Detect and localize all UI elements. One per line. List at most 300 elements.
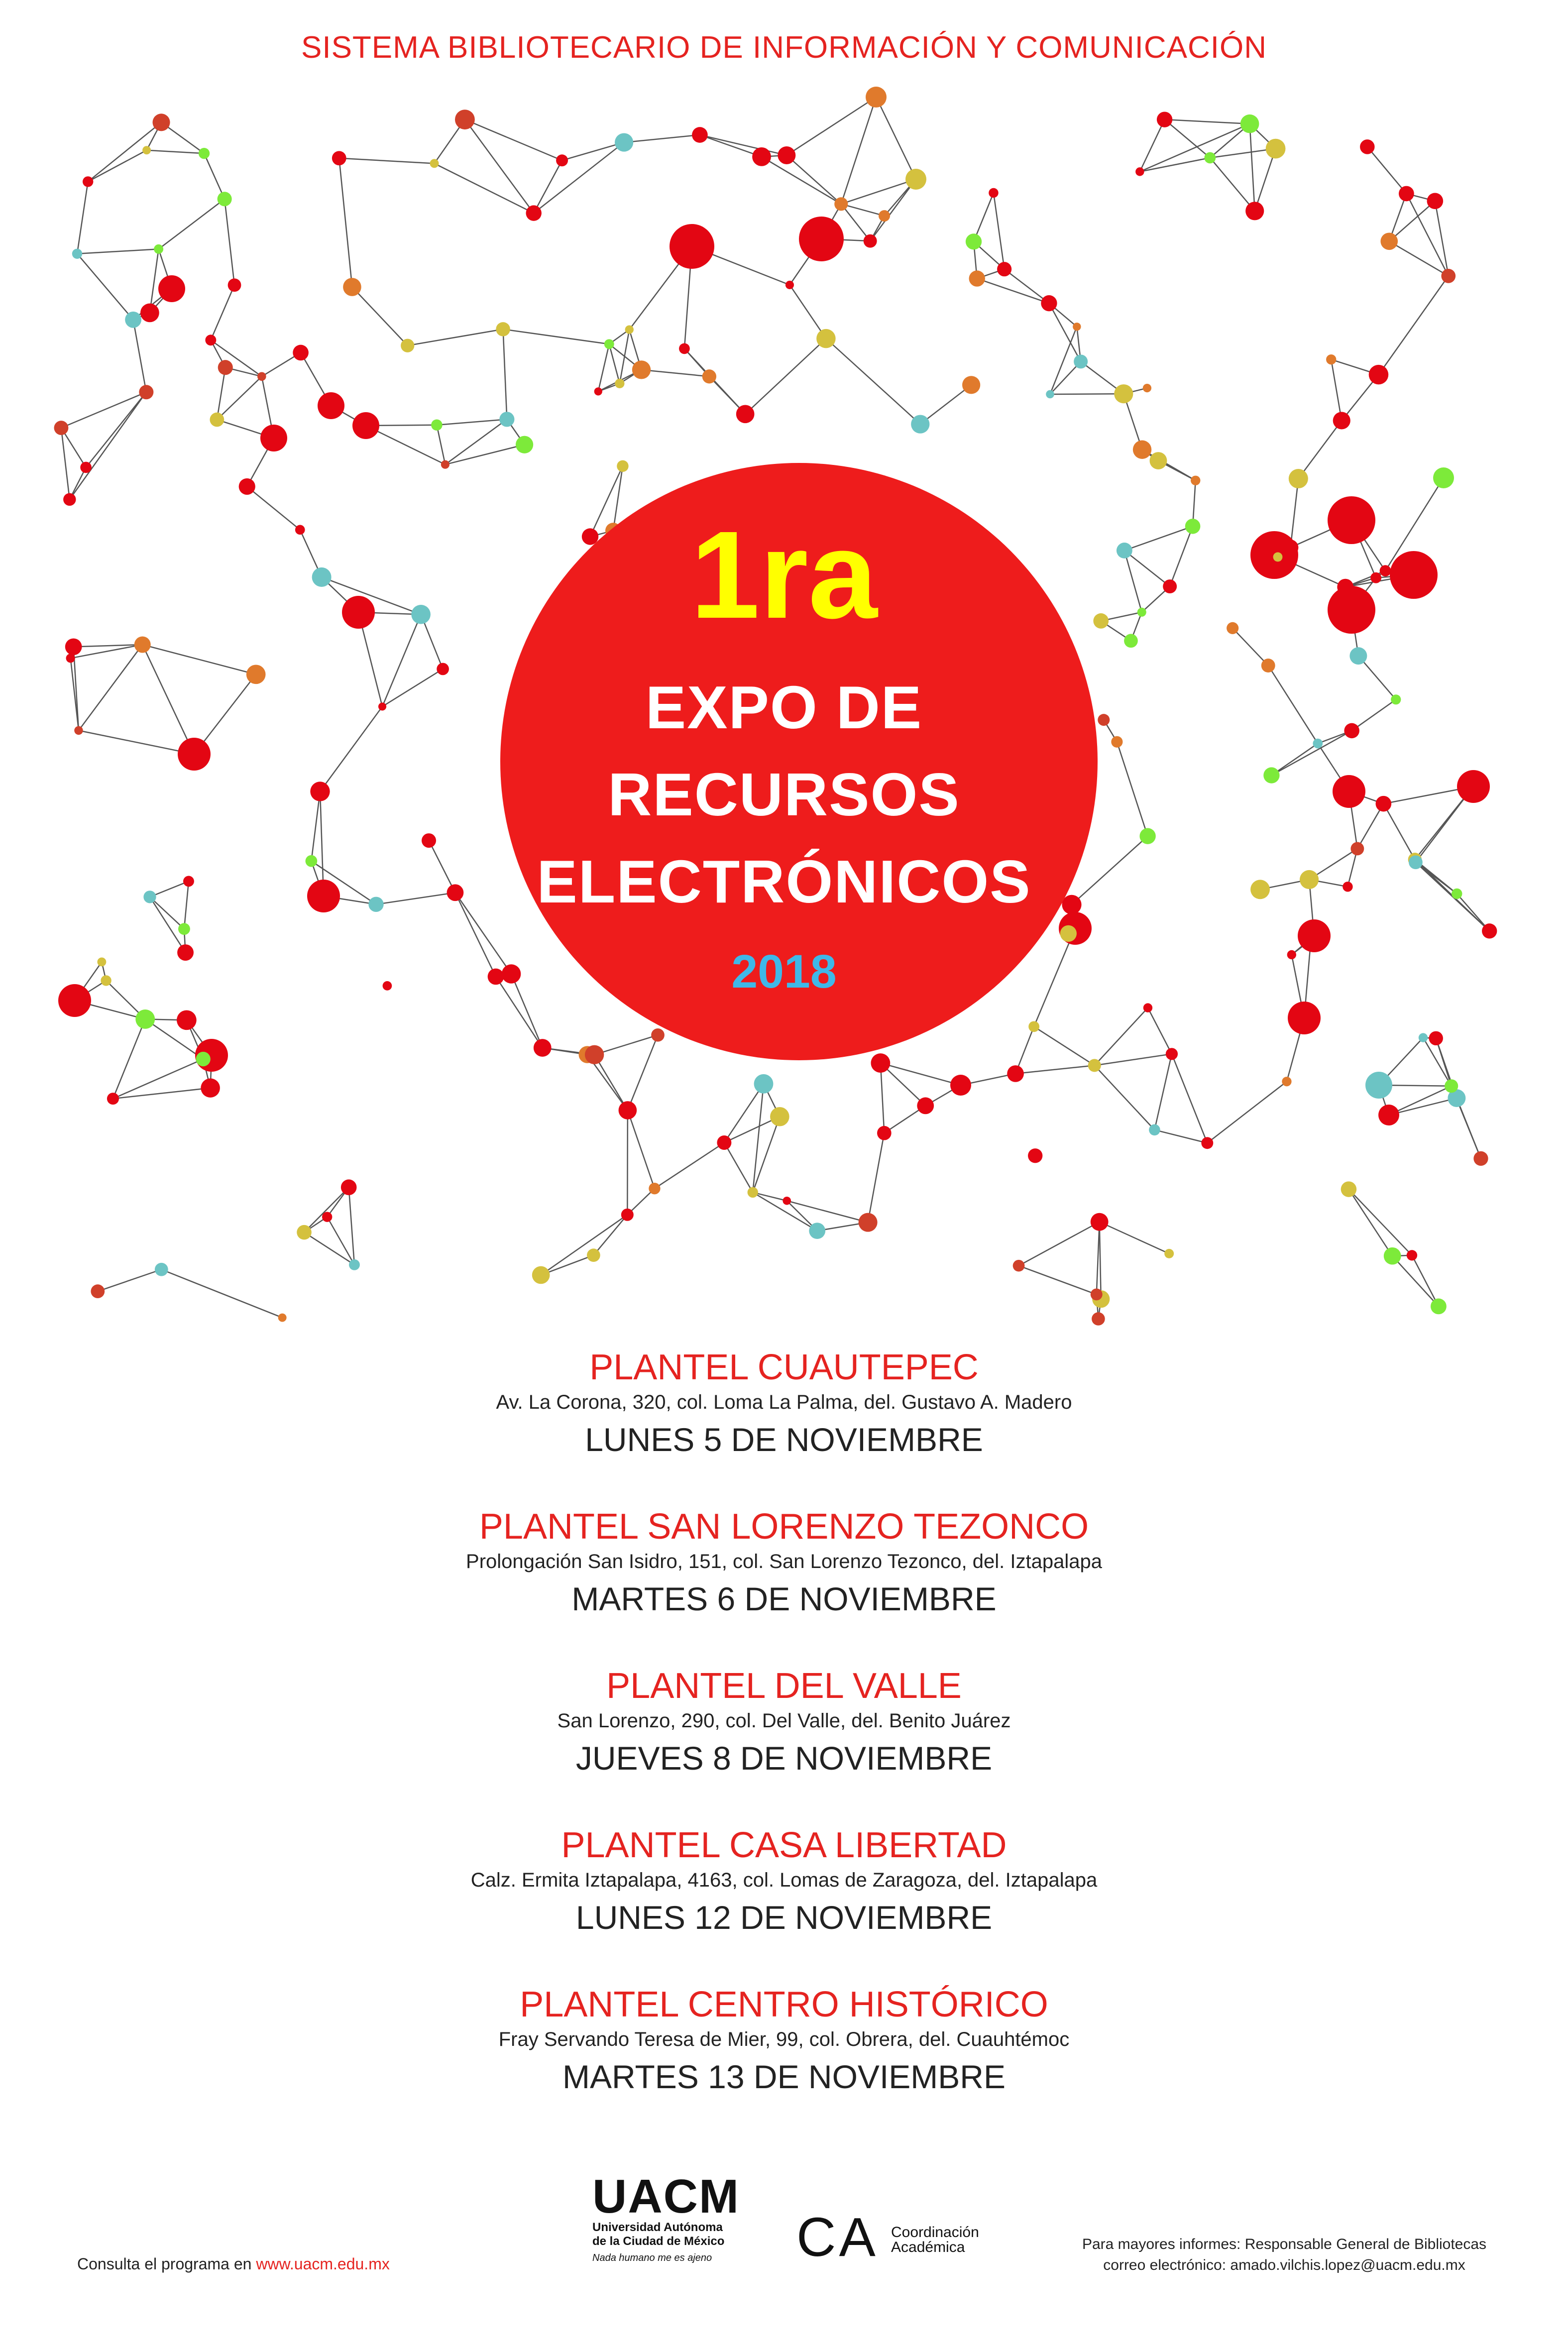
network-node bbox=[585, 1045, 604, 1064]
network-edge bbox=[161, 1269, 282, 1318]
network-node bbox=[1341, 1181, 1357, 1197]
hero-year: 2018 bbox=[731, 945, 837, 998]
network-edge bbox=[1435, 201, 1449, 276]
network-node bbox=[736, 405, 755, 423]
network-edge bbox=[133, 320, 146, 392]
campus-item bbox=[0, 1506, 1568, 1665]
network-edge bbox=[445, 419, 507, 464]
network-edge bbox=[327, 1217, 354, 1265]
network-edge bbox=[920, 385, 971, 424]
network-node bbox=[199, 148, 210, 159]
network-node bbox=[816, 329, 835, 348]
network-edge bbox=[609, 344, 620, 383]
network-edge bbox=[204, 153, 224, 199]
network-node bbox=[1289, 469, 1308, 488]
network-node bbox=[1380, 232, 1398, 250]
network-node bbox=[125, 312, 141, 328]
network-edge bbox=[881, 1063, 884, 1133]
network-edge bbox=[503, 329, 609, 344]
network-node bbox=[625, 325, 634, 334]
network-node bbox=[783, 1197, 791, 1205]
network-edge bbox=[77, 254, 133, 320]
network-node bbox=[1046, 390, 1054, 399]
network-node bbox=[341, 1179, 357, 1195]
network-node bbox=[1166, 1048, 1178, 1060]
network-edge bbox=[1298, 421, 1342, 479]
network-node bbox=[297, 1225, 312, 1240]
network-node bbox=[770, 1107, 789, 1126]
campus-schedule bbox=[0, 1346, 1568, 2143]
network-edge bbox=[147, 150, 204, 153]
network-node bbox=[1088, 1059, 1101, 1072]
network-node bbox=[1369, 365, 1388, 384]
network-node bbox=[692, 127, 708, 143]
network-node bbox=[1282, 1077, 1291, 1086]
hero-title-line-3: ELECTRÓNICOS bbox=[537, 848, 1031, 915]
network-node bbox=[1378, 1105, 1399, 1125]
network-edge bbox=[408, 329, 503, 345]
network-node bbox=[534, 1039, 552, 1057]
network-node bbox=[499, 412, 514, 427]
network-node bbox=[66, 654, 75, 663]
network-node bbox=[615, 133, 633, 151]
network-edge bbox=[826, 338, 920, 424]
network-node bbox=[54, 421, 69, 435]
campus-address: Av. La Corona, 320, col. Loma La Palma, del. Gustavo A. Madero bbox=[496, 1391, 1072, 1413]
network-node bbox=[158, 275, 185, 302]
network-edge bbox=[113, 1088, 211, 1099]
network-edge bbox=[77, 182, 88, 254]
network-node bbox=[1074, 354, 1088, 368]
network-node bbox=[702, 369, 716, 383]
network-edge bbox=[352, 287, 407, 346]
network-node bbox=[1399, 186, 1414, 202]
network-node bbox=[1164, 1249, 1174, 1258]
network-node bbox=[65, 638, 82, 655]
network-edge bbox=[628, 1035, 658, 1110]
ca-name-line-1: Coordinación bbox=[891, 2224, 979, 2240]
network-node bbox=[1013, 1260, 1025, 1272]
network-node bbox=[139, 385, 153, 399]
network-node bbox=[866, 87, 887, 108]
network-edge bbox=[977, 279, 1049, 304]
network-node bbox=[178, 923, 190, 935]
network-edge bbox=[594, 1055, 628, 1111]
network-node bbox=[879, 210, 890, 222]
network-edge bbox=[1378, 276, 1448, 374]
network-edge bbox=[142, 645, 256, 674]
network-edge bbox=[786, 155, 841, 204]
network-edge bbox=[994, 193, 1005, 269]
network-node bbox=[877, 1126, 892, 1140]
uacm-motto: Nada humano me es ajeno bbox=[592, 2252, 712, 2263]
network-node bbox=[594, 387, 602, 395]
network-node bbox=[343, 278, 361, 296]
network-node bbox=[917, 1097, 934, 1114]
network-node bbox=[1007, 1065, 1024, 1082]
network-node bbox=[1245, 202, 1264, 220]
network-node bbox=[1149, 1124, 1160, 1136]
network-node bbox=[142, 146, 151, 154]
network-node bbox=[1349, 647, 1367, 665]
network-edge bbox=[1207, 1082, 1287, 1143]
network-node bbox=[441, 460, 449, 469]
network-node bbox=[1041, 295, 1057, 311]
network-node bbox=[1139, 828, 1155, 844]
network-node bbox=[532, 1266, 550, 1284]
network-node bbox=[63, 493, 76, 506]
network-node bbox=[455, 110, 475, 129]
network-node bbox=[201, 1078, 220, 1098]
network-edge bbox=[503, 329, 507, 419]
network-edge bbox=[1210, 158, 1255, 211]
network-edge bbox=[445, 445, 524, 464]
network-node bbox=[1204, 152, 1216, 164]
network-node bbox=[962, 376, 980, 394]
network-node bbox=[1028, 1148, 1042, 1163]
network-node bbox=[80, 462, 92, 473]
network-edge bbox=[700, 135, 762, 157]
network-node bbox=[905, 169, 926, 190]
network-edge bbox=[868, 1133, 885, 1222]
network-node bbox=[322, 1212, 332, 1222]
network-node bbox=[997, 262, 1011, 276]
network-node bbox=[1091, 1213, 1109, 1231]
ca-mark: CA bbox=[796, 2207, 879, 2268]
campus-address: Fray Servando Teresa de Mier, 99, col. Obrera, del. Cuauhtémoc bbox=[498, 2028, 1070, 2050]
network-edge bbox=[1015, 1065, 1095, 1074]
network-edge bbox=[304, 1187, 349, 1232]
network-node bbox=[1419, 1033, 1428, 1042]
network-node bbox=[218, 360, 233, 375]
contact-info bbox=[1035, 2234, 1533, 2276]
network-node bbox=[496, 322, 510, 336]
network-node bbox=[430, 159, 439, 168]
network-edge bbox=[1034, 1026, 1095, 1065]
network-node bbox=[196, 1052, 211, 1066]
network-edge bbox=[437, 425, 445, 464]
network-edge bbox=[642, 370, 709, 376]
network-edge bbox=[624, 135, 700, 142]
campus-name: PLANTEL SAN LORENZO TEZONCO bbox=[479, 1507, 1089, 1547]
campus-date: MARTES 13 DE NOVIEMBRE bbox=[562, 2058, 1006, 2095]
network-edge bbox=[1140, 158, 1210, 172]
network-node bbox=[717, 1135, 731, 1150]
network-node bbox=[1191, 476, 1200, 485]
network-node bbox=[859, 1213, 878, 1232]
network-node bbox=[1149, 452, 1167, 469]
network-edge bbox=[98, 1269, 161, 1291]
org-title: SISTEMA BIBLIOTECARIO DE INFORMACIÓN Y COMUNICACIÓN bbox=[301, 30, 1267, 65]
network-node bbox=[349, 1259, 360, 1270]
network-node bbox=[239, 478, 255, 495]
network-edge bbox=[562, 142, 624, 160]
network-node bbox=[1092, 1312, 1105, 1326]
uacm-wordmark: UACM bbox=[592, 2170, 740, 2223]
network-node bbox=[864, 234, 877, 248]
network-node bbox=[91, 1284, 105, 1298]
network-node bbox=[1473, 1151, 1488, 1166]
network-node bbox=[966, 233, 982, 249]
network-node bbox=[799, 217, 844, 261]
network-node bbox=[526, 205, 541, 221]
network-edge bbox=[88, 150, 147, 182]
network-edge bbox=[1348, 1189, 1392, 1256]
network-edge bbox=[1140, 124, 1250, 172]
network-edge bbox=[217, 367, 225, 420]
network-node bbox=[228, 278, 241, 292]
network-node bbox=[556, 154, 568, 166]
network-edge bbox=[541, 1215, 628, 1275]
campus-date: MARTES 6 DE NOVIEMBRE bbox=[571, 1580, 997, 1617]
network-edge bbox=[159, 199, 225, 249]
network-edge bbox=[1165, 119, 1210, 158]
network-edge bbox=[628, 1110, 655, 1188]
network-node bbox=[809, 1223, 825, 1239]
network-node bbox=[778, 146, 795, 164]
network-edge bbox=[1154, 1054, 1172, 1130]
network-node bbox=[1433, 467, 1454, 488]
uacm-logo bbox=[592, 2170, 752, 2264]
network-edge bbox=[789, 285, 826, 338]
network-node bbox=[257, 372, 266, 381]
network-node bbox=[431, 420, 442, 431]
network-node bbox=[107, 1093, 119, 1105]
network-edge bbox=[1049, 303, 1081, 361]
hero-ordinal: 1ra bbox=[690, 505, 878, 644]
network-node bbox=[135, 1009, 155, 1029]
campus-name: PLANTEL DEL VALLE bbox=[606, 1666, 962, 1706]
network-node bbox=[950, 1075, 971, 1096]
network-edge bbox=[224, 199, 234, 285]
network-node bbox=[1384, 1247, 1401, 1265]
network-node bbox=[621, 1209, 634, 1221]
network-node bbox=[649, 1183, 660, 1194]
campus-item bbox=[0, 1824, 1568, 1984]
hero-title-line-2: RECURSOS bbox=[608, 761, 960, 828]
network-edge bbox=[870, 179, 916, 241]
ca-name-line-2: Académica bbox=[891, 2239, 965, 2255]
network-node bbox=[604, 339, 614, 349]
network-node bbox=[154, 244, 163, 254]
network-edge bbox=[435, 163, 534, 213]
network-edge bbox=[1165, 119, 1250, 124]
contact-line-2: correo electrónico: amado.vilchis.lopez@uacm.edu.mx bbox=[1103, 2257, 1465, 2273]
network-node bbox=[177, 1010, 197, 1030]
network-node bbox=[1133, 441, 1151, 459]
network-edge bbox=[77, 249, 159, 253]
network-edge bbox=[841, 204, 870, 241]
network-node bbox=[1288, 1002, 1321, 1034]
network-node bbox=[1407, 1250, 1417, 1260]
network-node bbox=[1365, 1072, 1392, 1099]
network-node bbox=[619, 1101, 637, 1120]
network-node bbox=[617, 460, 628, 472]
network-edge bbox=[1392, 1256, 1439, 1306]
campus-address: Prolongación San Isidro, 151, col. San Lorenzo Tezonco, del. Iztapalapa bbox=[466, 1551, 1102, 1572]
network-node bbox=[352, 412, 379, 439]
campus-item bbox=[0, 1665, 1568, 1824]
network-edge bbox=[627, 1110, 628, 1215]
network-edge bbox=[1250, 124, 1255, 211]
network-edge bbox=[1140, 119, 1165, 172]
network-edge bbox=[437, 419, 507, 425]
network-node bbox=[134, 637, 151, 653]
network-node bbox=[437, 663, 449, 675]
network-node bbox=[1431, 1298, 1447, 1314]
network-node bbox=[422, 833, 436, 848]
network-node bbox=[679, 343, 690, 354]
network-edge bbox=[1154, 1130, 1207, 1143]
network-node bbox=[218, 192, 232, 206]
network-node bbox=[516, 436, 533, 453]
network-node bbox=[651, 1028, 665, 1042]
campus-name: PLANTEL CASA LIBERTAD bbox=[561, 1825, 1007, 1865]
network-node bbox=[260, 425, 287, 451]
network-node bbox=[72, 249, 82, 259]
network-edge bbox=[1148, 1008, 1172, 1054]
campus-date: LUNES 5 DE NOVIEMBRE bbox=[585, 1421, 983, 1458]
network-edge bbox=[1019, 1266, 1097, 1295]
campus-name: PLANTEL CUAUTEPEC bbox=[589, 1347, 979, 1387]
network-edge bbox=[211, 340, 261, 376]
network-node bbox=[1441, 269, 1456, 283]
network-edge bbox=[1172, 1054, 1207, 1143]
network-node bbox=[1114, 384, 1133, 403]
network-edge bbox=[1389, 1098, 1456, 1115]
network-node bbox=[1060, 925, 1077, 942]
network-node bbox=[1445, 1079, 1458, 1093]
network-node bbox=[1143, 384, 1151, 392]
network-node bbox=[969, 270, 985, 286]
hero-title-line-1: EXPO DE bbox=[645, 673, 923, 741]
network-node bbox=[1135, 167, 1144, 176]
network-edge bbox=[1095, 1065, 1155, 1129]
network-node bbox=[318, 392, 344, 419]
network-edge bbox=[786, 97, 876, 155]
network-node bbox=[140, 303, 159, 322]
contact-line-1: Para mayores informes: Responsable General de Bibliotecas bbox=[1082, 2236, 1487, 2252]
network-edge bbox=[594, 1035, 658, 1054]
network-node bbox=[155, 1263, 168, 1276]
network-edge bbox=[86, 392, 146, 467]
network-node bbox=[1201, 1137, 1213, 1149]
uacm-name-line-1: Universidad Autónoma bbox=[592, 2221, 723, 2234]
network-node bbox=[752, 147, 771, 166]
network-edge bbox=[655, 1143, 724, 1189]
network-node bbox=[1427, 193, 1444, 210]
network-node bbox=[1304, 933, 1318, 947]
network-edge bbox=[724, 1143, 753, 1193]
network-node bbox=[1157, 112, 1172, 127]
network-edge bbox=[1019, 1222, 1100, 1266]
network-edge bbox=[762, 157, 841, 204]
network-edge bbox=[1050, 327, 1077, 394]
campus-address: San Lorenzo, 290, col. Del Valle, del. Benito Juárez bbox=[557, 1710, 1011, 1732]
network-node bbox=[615, 379, 624, 388]
network-edge bbox=[787, 1201, 868, 1222]
network-edge bbox=[1100, 1222, 1101, 1299]
network-edge bbox=[1095, 1054, 1172, 1065]
network-edge bbox=[700, 135, 786, 155]
campus-date: LUNES 12 DE NOVIEMBRE bbox=[575, 1899, 993, 1936]
campus-item bbox=[0, 1984, 1568, 2143]
network-node bbox=[401, 339, 414, 352]
network-node bbox=[587, 1248, 600, 1262]
network-node bbox=[754, 1074, 774, 1094]
network-node bbox=[1073, 323, 1081, 331]
network-edge bbox=[304, 1232, 354, 1265]
program-link[interactable]: www.uacm.edu.mx bbox=[256, 2255, 390, 2273]
campus-item bbox=[0, 1346, 1568, 1506]
network-edge bbox=[217, 376, 262, 420]
network-node bbox=[989, 188, 998, 198]
network-node bbox=[210, 413, 224, 427]
network-edge bbox=[876, 97, 916, 179]
network-node bbox=[834, 197, 848, 211]
campus-name: PLANTEL CENTRO HISTÓRICO bbox=[520, 1985, 1048, 2024]
network-edge bbox=[339, 158, 352, 287]
network-edge bbox=[339, 158, 434, 164]
network-edge bbox=[1100, 1222, 1169, 1254]
network-node bbox=[1360, 139, 1375, 154]
network-edge bbox=[534, 160, 562, 213]
network-node bbox=[785, 281, 794, 289]
network-node bbox=[1482, 923, 1497, 938]
network-edge bbox=[1367, 147, 1407, 194]
program-note bbox=[77, 2255, 390, 2273]
network-node bbox=[670, 224, 714, 269]
network-node bbox=[1111, 736, 1122, 748]
network-node bbox=[1028, 1021, 1039, 1032]
network-node bbox=[1313, 739, 1323, 749]
network-edge bbox=[841, 97, 876, 204]
network-node bbox=[293, 345, 309, 361]
network-node bbox=[83, 176, 93, 187]
network-node bbox=[1333, 412, 1350, 429]
network-node bbox=[1326, 354, 1336, 364]
network-node bbox=[1240, 114, 1259, 133]
network-node bbox=[1143, 1003, 1152, 1012]
network-node bbox=[1261, 659, 1275, 672]
network-edge bbox=[1436, 1038, 1452, 1086]
network-edge bbox=[1097, 1222, 1100, 1295]
network-node bbox=[153, 113, 170, 131]
campus-address: Calz. Ermita Iztapalapa, 4163, col. Lomas de Zaragoza, del. Iztapalapa bbox=[470, 1869, 1098, 1891]
program-text: Consulta el programa en bbox=[77, 2255, 252, 2273]
network-node bbox=[205, 335, 216, 345]
network-edge bbox=[1331, 359, 1342, 421]
network-edge bbox=[1348, 1189, 1412, 1255]
network-node bbox=[1091, 1288, 1103, 1300]
campus-date: JUEVES 8 DE NOVIEMBRE bbox=[575, 1740, 993, 1777]
network-edge bbox=[349, 1187, 354, 1265]
network-edge bbox=[598, 344, 609, 391]
network-node bbox=[748, 1187, 758, 1198]
network-edge bbox=[1005, 269, 1049, 303]
network-edge bbox=[211, 285, 234, 340]
network-edge bbox=[745, 338, 826, 414]
network-edge bbox=[534, 142, 624, 213]
network-node bbox=[1429, 1031, 1443, 1045]
network-node bbox=[1266, 139, 1286, 159]
network-node bbox=[632, 360, 651, 379]
network-node bbox=[278, 1314, 287, 1322]
uacm-name-line-2: de la Ciudad de México bbox=[592, 2235, 725, 2248]
network-node bbox=[911, 415, 929, 434]
network-edge bbox=[1095, 1008, 1148, 1066]
network-node bbox=[332, 151, 346, 165]
